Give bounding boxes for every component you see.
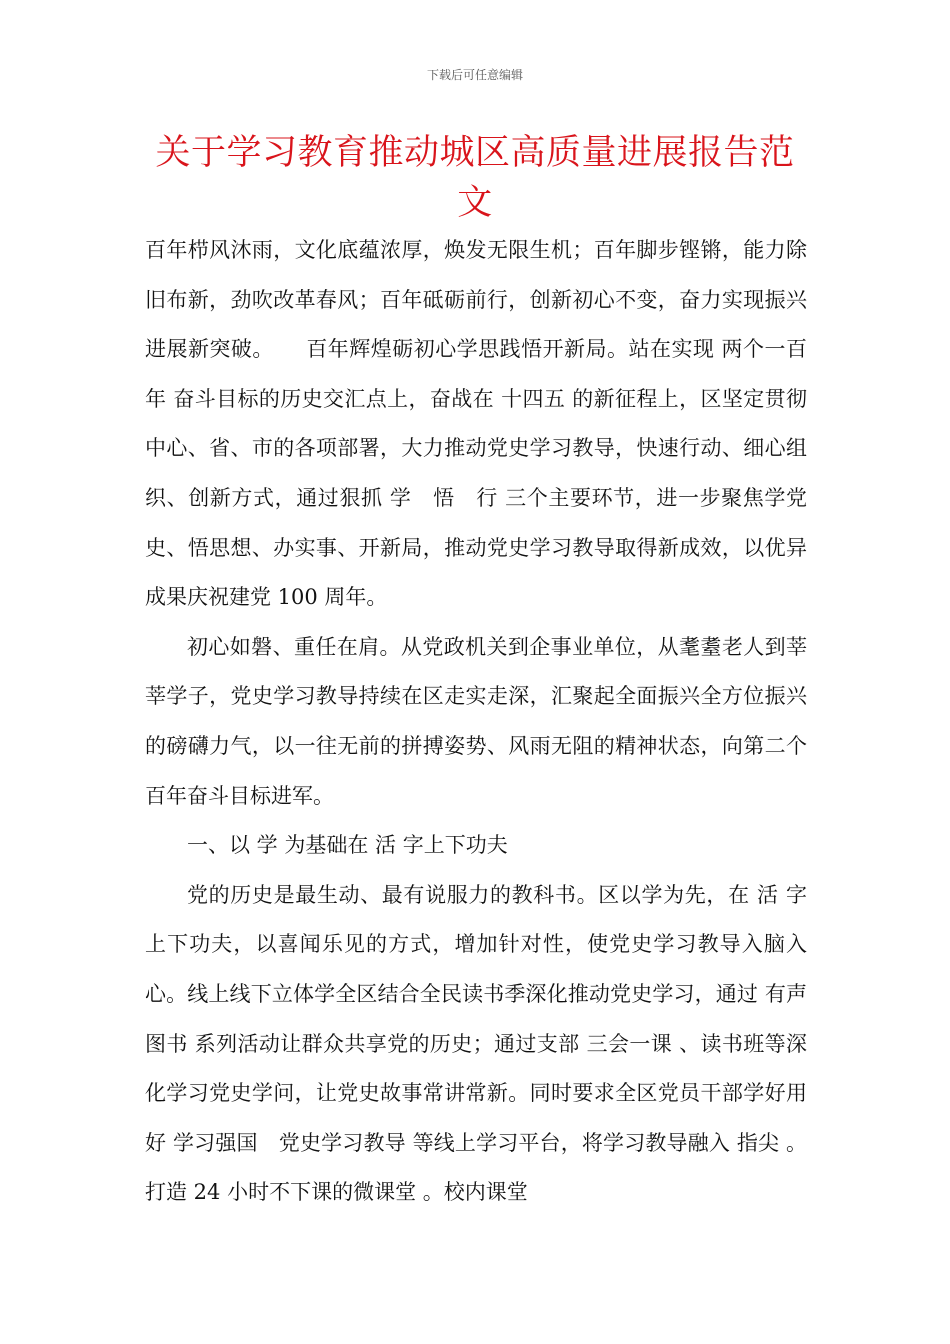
page-header-note: 下载后可任意编辑	[426, 68, 523, 82]
document-body	[145, 226, 807, 1218]
paragraph-1: 百年栉风沐雨，文化底蕴浓厚，焕发无限生机；百年脚步铿锵，能力除旧布新，劲吹改革春风；百年砥砺前行，创新初心不变，奋力实现振兴进展新突破。 百年辉煌砺初心学思践悟开新局。站在实现 两个一百年 奋斗目标的历史交汇点上，奋战在 十四五 的新征程上，区坚定贯彻中心、省、市的各项部署，大力推动党史学习教导，快速行动、细心组织、创新方式，通过狠抓 学 悟 行 三个主要环节，进一步聚焦学党史、悟思想、办实事、开新局，推动党史学习教导取得新成效，以优异成果庆祝建党 100 周年。	[145, 238, 807, 610]
section-heading: 一、以 学 为基础在 活 字上下功夫	[187, 833, 508, 858]
paragraph-3: 党的历史是最生动、最有说服力的教科书。区以学为先，在 活 字上下功夫，以喜闻乐见的方式，增加针对性，使党史学习教导入脑入心。线上线下立体学全区结合全民读书季深化推动党史学习，通过 有声图书 系列活动让群众共享党的历史；通过支部 三会一课 、读书班等深化学习党史学问，让党史故事常讲常新。同时要求全区党员干部学好用好 学习强国 党史学习教导 等线上学习平台，将学习教导融入 指尖 。打造 24 小时不下课的微课堂 。校内课堂	[145, 882, 807, 1205]
paragraph-2: 初心如磐、重任在肩。从党政机关到企事业单位，从耄耋老人到莘莘学子，党史学习教导持续在区走实走深，汇聚起全面振兴全方位振兴的磅礴力气，以一往无前的拼搏姿势、风雨无阻的精神状态，向第二个百年奋斗目标进军。	[145, 634, 807, 808]
document-title: 关于学习教育推动城区高质量进展报告范文	[155, 133, 795, 223]
